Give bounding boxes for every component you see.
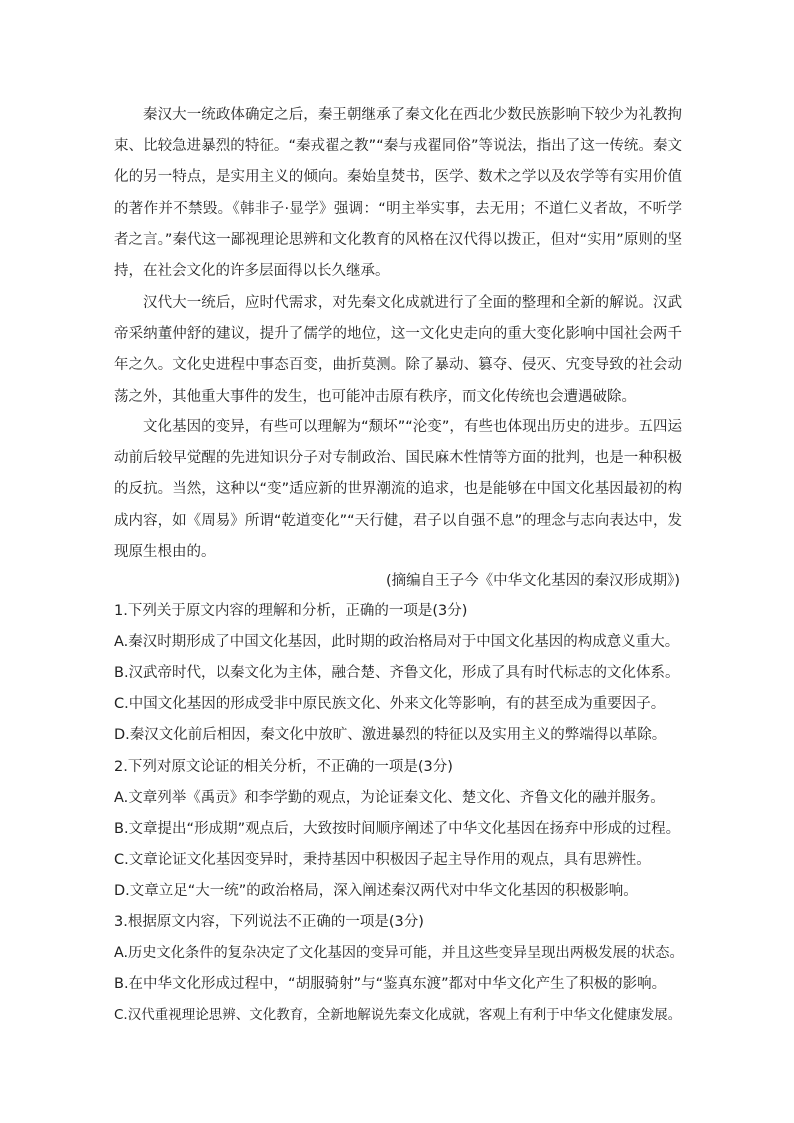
- question-3-stem: 3.根据原文内容，下列说法不正确的一项是(3分): [114, 914, 424, 930]
- question-2-option-a: A.文章列举《禹贡》和李学勤的观点，为论证秦文化、楚文化、齐鲁文化的融并服务。: [114, 790, 665, 806]
- question-1-stem: 1.下列关于原文内容的理解和分析，正确的一项是(3分): [114, 603, 468, 619]
- question-2-option-c: C.文章论证文化基因变异时，秉持基因中积极因子起主导作用的观点，具有思辨性。: [114, 852, 651, 868]
- question-3-option-c: C.汉代重视理论思辨、文化教育，全新地解说先秦文化成就，客观上有利于中华文化健康发展。: [114, 1007, 682, 1023]
- question-2-stem: 2.下列对原文论证的相关分析，不正确的一项是(3分): [114, 759, 453, 775]
- passage-paragraph-3: 文化基因的变异，有些可以理解为“颓坏”“沦变”，有些也体现出历史的进步。五四运动前后较早觉醒的先进知识分子对专制政治、国民麻木性情等方面的批判，也是一种积极的反抗。当然，这种以“变”适应新的世界潮流的追求，也是能够在中国文化基因最初的构成内容，如《周易》所谓“乾道变化”“天行健，君子以自强不息”的理念与志向表达中，发现原生根由的。: [114, 419, 682, 560]
- passage-paragraph-2: 汉代大一统后，应时代需求，对先秦文化成就进行了全面的整理和全新的解说。汉武帝采纳董仲舒的建议，提升了儒学的地位，这一文化史走向的重大变化影响中国社会两千年之久。文化史进程中事态百变，曲折莫测。除了暴动、篡夺、侵灭、宄变导致的社会动荡之外，其他重大事件的发生，也可能冲击原有秩序，而文化传统也会遭遇破除。: [114, 295, 682, 405]
- question-1-option-a: A.秦汉时期形成了中国文化基因，此时期的政治格局对于中国文化基因的构成意义重大。: [114, 634, 680, 650]
- question-1-option-d: D.秦汉文化前后相因，秦文化中放旷、激进暴烈的特征以及实用主义的弊端得以革除。: [114, 727, 667, 743]
- question-2-option-b: B.文章提出“形成期”观点后，大致按时间顺序阐述了中华文化基因在扬弃中形成的过程。: [114, 821, 681, 837]
- question-3-option-b: B.在中华文化形成过程中，“胡服骑射”与“鉴真东渡”都对中华文化产生了积极的影响。: [114, 976, 667, 992]
- question-3-option-a: A.历史文化条件的复杂决定了文化基因的变异可能，并且这些变异呈现出两极发展的状态。: [114, 945, 684, 961]
- passage-source: (摘编自王子今《中华文化基因的秦汉形成期》): [385, 573, 680, 589]
- passage-paragraph-1: 秦汉大一统政体确定之后，秦王朝继承了秦文化在西北少数民族影响下较少为礼教拘束、比较急进暴烈的特征。“秦戎翟之教”“秦与戎翟同俗”等说法，指出了这一传统。秦文化的另一特点，是实用主义的倾向。秦始皇焚书，医学、数术之学以及农学等有实用价值的著作并不禁毁。《韩非子·显学》强调：“明主举实事，去无用；不道仁义者故，不听学者之言。”秦代这一鄙视理论思辨和文化教育的风格在汉代得以拨正，但对“实用”原则的坚持，在社会文化的许多层面得以长久继承。: [114, 107, 682, 280]
- question-1-option-c: C.中国文化基因的形成受非中原民族文化、外来文化等影响，有的甚至成为重要因子。: [114, 696, 666, 712]
- question-2-option-d: D.文章立足“大一统”的政治格局，深入阐述秦汉两代对中华文化基因的积极影响。: [114, 883, 638, 899]
- question-1-option-b: B.汉武帝时代，以秦文化为主体，融合楚、齐鲁文化，形成了具有时代标志的文化体系。: [114, 665, 680, 681]
